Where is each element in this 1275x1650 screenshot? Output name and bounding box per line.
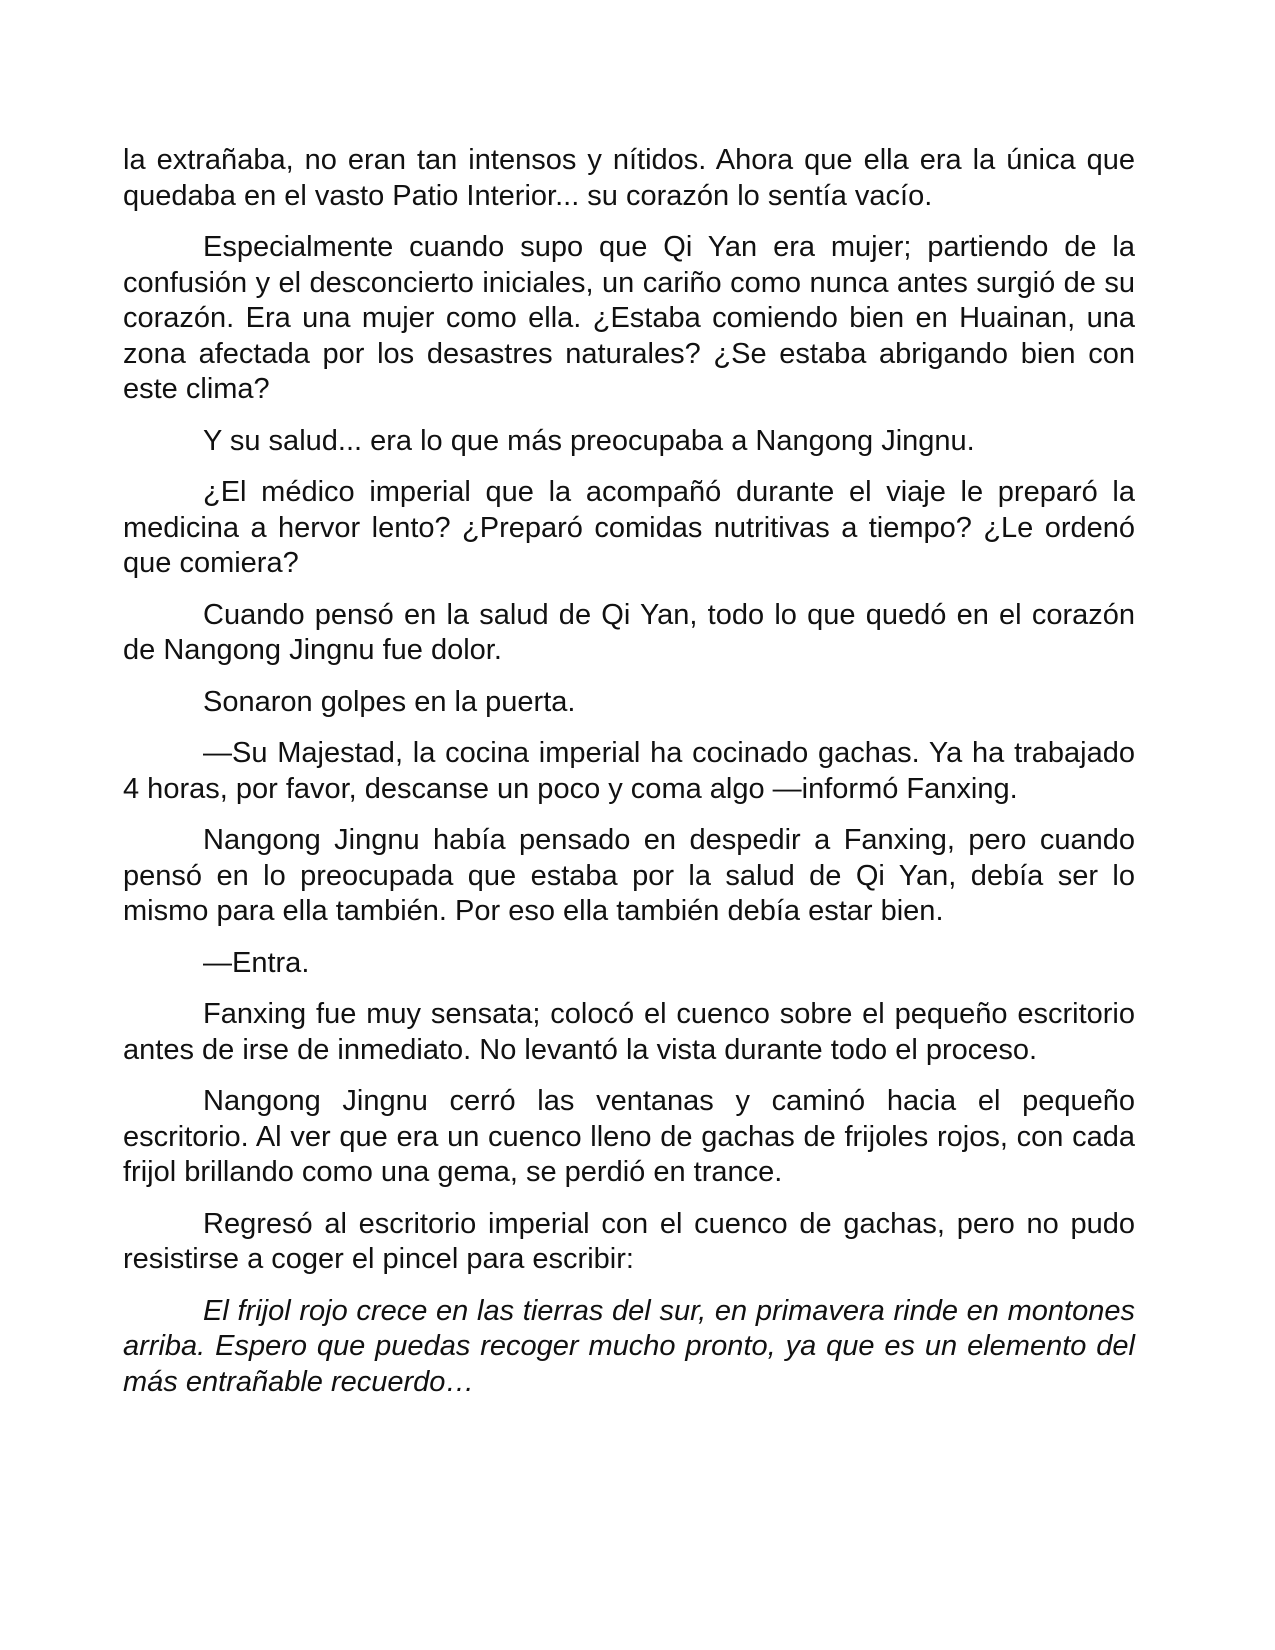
paragraph-9: —Entra. [203,946,310,979]
paragraph-7: —Su Majestad, la cocina imperial ha cocinado gachas. Ya ha trabajado 4 horas, por favor, descanse un poco y coma algo —informó Fanxing. [123,737,1135,805]
paragraph-4: ¿El médico imperial que la acompañó durante el viaje le preparó la medicina a hervor lento? ¿Preparó comidas nutritivas a tiempo? ¿Le ordenó que comiera? [123,476,1135,579]
paragraph-5: Cuando pensó en la salud de Qi Yan, todo lo que quedó en el corazón de Nangong Jingnu fue dolor. [123,598,1135,666]
paragraph-3: Y su salud... era lo que más preocupaba a Nangong Jingnu. [203,424,975,457]
paragraph-11: Nangong Jingnu cerró las ventanas y caminó hacia el pequeño escritorio. Al ver que era un cuenco lleno de gachas de frijoles rojos, con cada frijol brillando como una gema, se perdió en trance. [123,1085,1135,1188]
document-page [123,143,1135,1416]
paragraph-6: Sonaron golpes en la puerta. [203,685,576,718]
poem-paragraph: El frijol rojo crece en las tierras del sur, en primavera rinde en montones arriba. Espero que puedas recoger mucho pronto, ya que es un elemento del más entrañable recuerdo… [123,1294,1135,1398]
paragraph-12: Regresó al escritorio imperial con el cuenco de gachas, pero no pudo resistirse a coger el pincel para escribir: [123,1207,1135,1275]
paragraph-10: Fanxing fue muy sensata; colocó el cuenco sobre el pequeño escritorio antes de irse de inmediato. No levantó la vista durante todo el proceso. [123,998,1135,1066]
paragraph-1: la extrañaba, no eran tan intensos y nítidos. Ahora que ella era la única que quedaba en el vasto Patio Interior... su corazón lo sentía vacío. [123,144,1135,212]
paragraph-8: Nangong Jingnu había pensado en despedir a Fanxing, pero cuando pensó en lo preocupada que estaba por la salud de Qi Yan, debía ser lo mismo para ella también. Por eso ella también debía estar bien. [123,824,1135,927]
paragraph-2: Especialmente cuando supo que Qi Yan era mujer; partiendo de la confusión y el desconcierto iniciales, un cariño como nunca antes surgió de su corazón. Era una mujer como ella. ¿Estaba comiendo bien en Huainan, una zona afectada por los desastres naturales? ¿Se estaba abrigando bien con este clima? [123,231,1135,405]
